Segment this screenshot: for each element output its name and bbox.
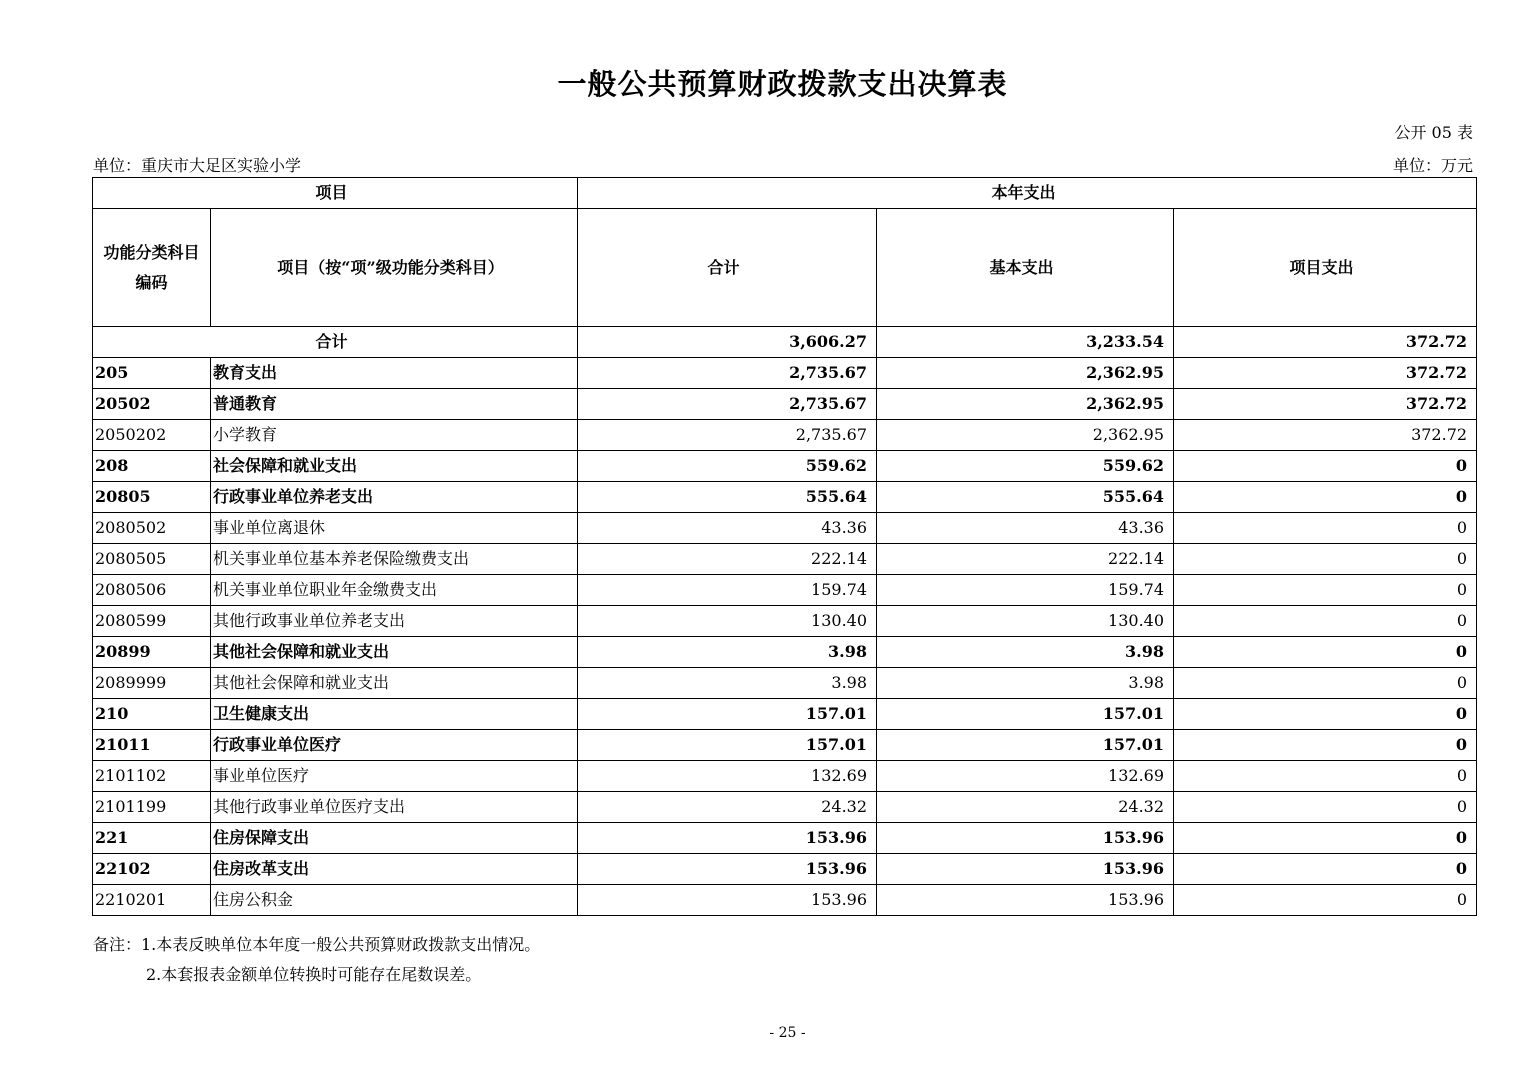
row-code: 221 xyxy=(93,823,211,854)
table-row xyxy=(93,420,1477,451)
header-project: 项目 xyxy=(93,178,578,209)
row-project: 0 xyxy=(1174,637,1477,668)
row-name: 住房公积金 xyxy=(211,885,578,916)
row-code: 2080599 xyxy=(93,606,211,637)
row-total: 555.64 xyxy=(578,482,877,513)
row-name: 其他社会保障和就业支出 xyxy=(211,637,578,668)
row-total: 153.96 xyxy=(578,823,877,854)
row-total: 2,735.67 xyxy=(578,389,877,420)
row-name: 机关事业单位基本养老保险缴费支出 xyxy=(211,544,578,575)
row-project: 0 xyxy=(1174,606,1477,637)
row-basic: 157.01 xyxy=(877,730,1174,761)
table-row xyxy=(93,854,1477,885)
row-code: 2050202 xyxy=(93,420,211,451)
row-name: 机关事业单位职业年金缴费支出 xyxy=(211,575,578,606)
row-total: 2,735.67 xyxy=(578,420,877,451)
row-code: 2089999 xyxy=(93,668,211,699)
row-total: 3.98 xyxy=(578,668,877,699)
table-row xyxy=(93,575,1477,606)
header-this-year: 本年支出 xyxy=(578,178,1477,209)
header-row-2 xyxy=(93,209,1477,327)
row-basic: 3.98 xyxy=(877,637,1174,668)
row-total: 130.40 xyxy=(578,606,877,637)
row-code: 20805 xyxy=(93,482,211,513)
row-code: 20502 xyxy=(93,389,211,420)
row-name: 行政事业单位医疗 xyxy=(211,730,578,761)
row-total: 157.01 xyxy=(578,730,877,761)
row-basic: 2,362.95 xyxy=(877,420,1174,451)
row-name: 其他社会保障和就业支出 xyxy=(211,668,578,699)
row-total: 43.36 xyxy=(578,513,877,544)
row-basic: 157.01 xyxy=(877,699,1174,730)
row-project: 372.72 xyxy=(1174,389,1477,420)
row-name: 普通教育 xyxy=(211,389,578,420)
row-basic: 555.64 xyxy=(877,482,1174,513)
row-project: 0 xyxy=(1174,761,1477,792)
row-project: 372.72 xyxy=(1174,420,1477,451)
row-project: 372.72 xyxy=(1174,358,1477,389)
row-total: 159.74 xyxy=(578,575,877,606)
total-amount: 3,606.27 xyxy=(578,327,877,358)
page-title: 一般公共预算财政拨款支出决算表 xyxy=(557,67,1008,101)
row-basic: 130.40 xyxy=(877,606,1174,637)
note-line-1: 备注：1.本表反映单位本年度一般公共预算财政拨款支出情况。 xyxy=(93,935,541,954)
organization-unit: 单位：重庆市大足区实验小学 xyxy=(93,156,302,175)
row-code: 2080506 xyxy=(93,575,211,606)
row-code: 2101199 xyxy=(93,792,211,823)
page-number: - 25 - xyxy=(769,1025,806,1041)
header-basic: 基本支出 xyxy=(877,209,1174,327)
table-row xyxy=(93,885,1477,916)
row-name: 其他行政事业单位养老支出 xyxy=(211,606,578,637)
table-row xyxy=(93,451,1477,482)
header-total: 合计 xyxy=(578,209,877,327)
row-name: 小学教育 xyxy=(211,420,578,451)
row-basic: 3.98 xyxy=(877,668,1174,699)
row-project: 0 xyxy=(1174,575,1477,606)
table-row xyxy=(93,513,1477,544)
header-code: 功能分类科目编码 xyxy=(93,209,211,327)
row-total: 559.62 xyxy=(578,451,877,482)
row-basic: 153.96 xyxy=(877,885,1174,916)
note-line-2: 2.本套报表金额单位转换时可能存在尾数误差。 xyxy=(146,965,482,984)
table-row xyxy=(93,482,1477,513)
row-basic: 132.69 xyxy=(877,761,1174,792)
row-project: 0 xyxy=(1174,513,1477,544)
row-code: 2080502 xyxy=(93,513,211,544)
row-project: 0 xyxy=(1174,854,1477,885)
row-name: 其他行政事业单位医疗支出 xyxy=(211,792,578,823)
table-row xyxy=(93,668,1477,699)
row-total: 24.32 xyxy=(578,792,877,823)
row-name: 行政事业单位养老支出 xyxy=(211,482,578,513)
row-total: 153.96 xyxy=(578,885,877,916)
row-basic: 43.36 xyxy=(877,513,1174,544)
row-name: 事业单位离退休 xyxy=(211,513,578,544)
row-code: 22102 xyxy=(93,854,211,885)
row-basic: 222.14 xyxy=(877,544,1174,575)
row-total: 132.69 xyxy=(578,761,877,792)
row-code: 2101102 xyxy=(93,761,211,792)
row-project: 0 xyxy=(1174,823,1477,854)
row-name: 事业单位医疗 xyxy=(211,761,578,792)
row-basic: 153.96 xyxy=(877,823,1174,854)
row-project: 0 xyxy=(1174,885,1477,916)
table-row xyxy=(93,823,1477,854)
row-project: 0 xyxy=(1174,730,1477,761)
row-total: 157.01 xyxy=(578,699,877,730)
row-code: 205 xyxy=(93,358,211,389)
table-row xyxy=(93,792,1477,823)
row-project: 0 xyxy=(1174,668,1477,699)
table-row xyxy=(93,606,1477,637)
row-total: 153.96 xyxy=(578,854,877,885)
row-name: 卫生健康支出 xyxy=(211,699,578,730)
row-basic: 153.96 xyxy=(877,854,1174,885)
row-project: 0 xyxy=(1174,451,1477,482)
total-label: 合计 xyxy=(93,327,578,358)
row-code: 2210201 xyxy=(93,885,211,916)
row-code: 208 xyxy=(93,451,211,482)
row-total: 3.98 xyxy=(578,637,877,668)
form-number: 公开 05 表 xyxy=(1394,123,1473,142)
total-basic: 3,233.54 xyxy=(877,327,1174,358)
row-code: 2080505 xyxy=(93,544,211,575)
row-basic: 159.74 xyxy=(877,575,1174,606)
header-project-expenditure: 项目支出 xyxy=(1174,209,1477,327)
total-row xyxy=(93,327,1477,358)
row-project: 0 xyxy=(1174,792,1477,823)
expenditure-table xyxy=(92,177,1477,916)
row-total: 2,735.67 xyxy=(578,358,877,389)
row-project: 0 xyxy=(1174,482,1477,513)
row-basic: 559.62 xyxy=(877,451,1174,482)
total-project: 372.72 xyxy=(1174,327,1477,358)
row-code: 20899 xyxy=(93,637,211,668)
row-basic: 2,362.95 xyxy=(877,389,1174,420)
header-name: 项目（按“项”级功能分类科目） xyxy=(211,209,578,327)
table-row xyxy=(93,699,1477,730)
row-name: 社会保障和就业支出 xyxy=(211,451,578,482)
row-code: 210 xyxy=(93,699,211,730)
row-basic: 2,362.95 xyxy=(877,358,1174,389)
table-row xyxy=(93,730,1477,761)
table-row xyxy=(93,358,1477,389)
row-code: 21011 xyxy=(93,730,211,761)
header-row-1 xyxy=(93,178,1477,209)
row-name: 教育支出 xyxy=(211,358,578,389)
table-row xyxy=(93,389,1477,420)
row-name: 住房保障支出 xyxy=(211,823,578,854)
table-row xyxy=(93,544,1477,575)
table-row xyxy=(93,637,1477,668)
row-total: 222.14 xyxy=(578,544,877,575)
notes xyxy=(93,930,540,990)
currency-unit: 单位：万元 xyxy=(1392,156,1473,175)
row-basic: 24.32 xyxy=(877,792,1174,823)
row-project: 0 xyxy=(1174,699,1477,730)
row-name: 住房改革支出 xyxy=(211,854,578,885)
row-project: 0 xyxy=(1174,544,1477,575)
table-row xyxy=(93,761,1477,792)
